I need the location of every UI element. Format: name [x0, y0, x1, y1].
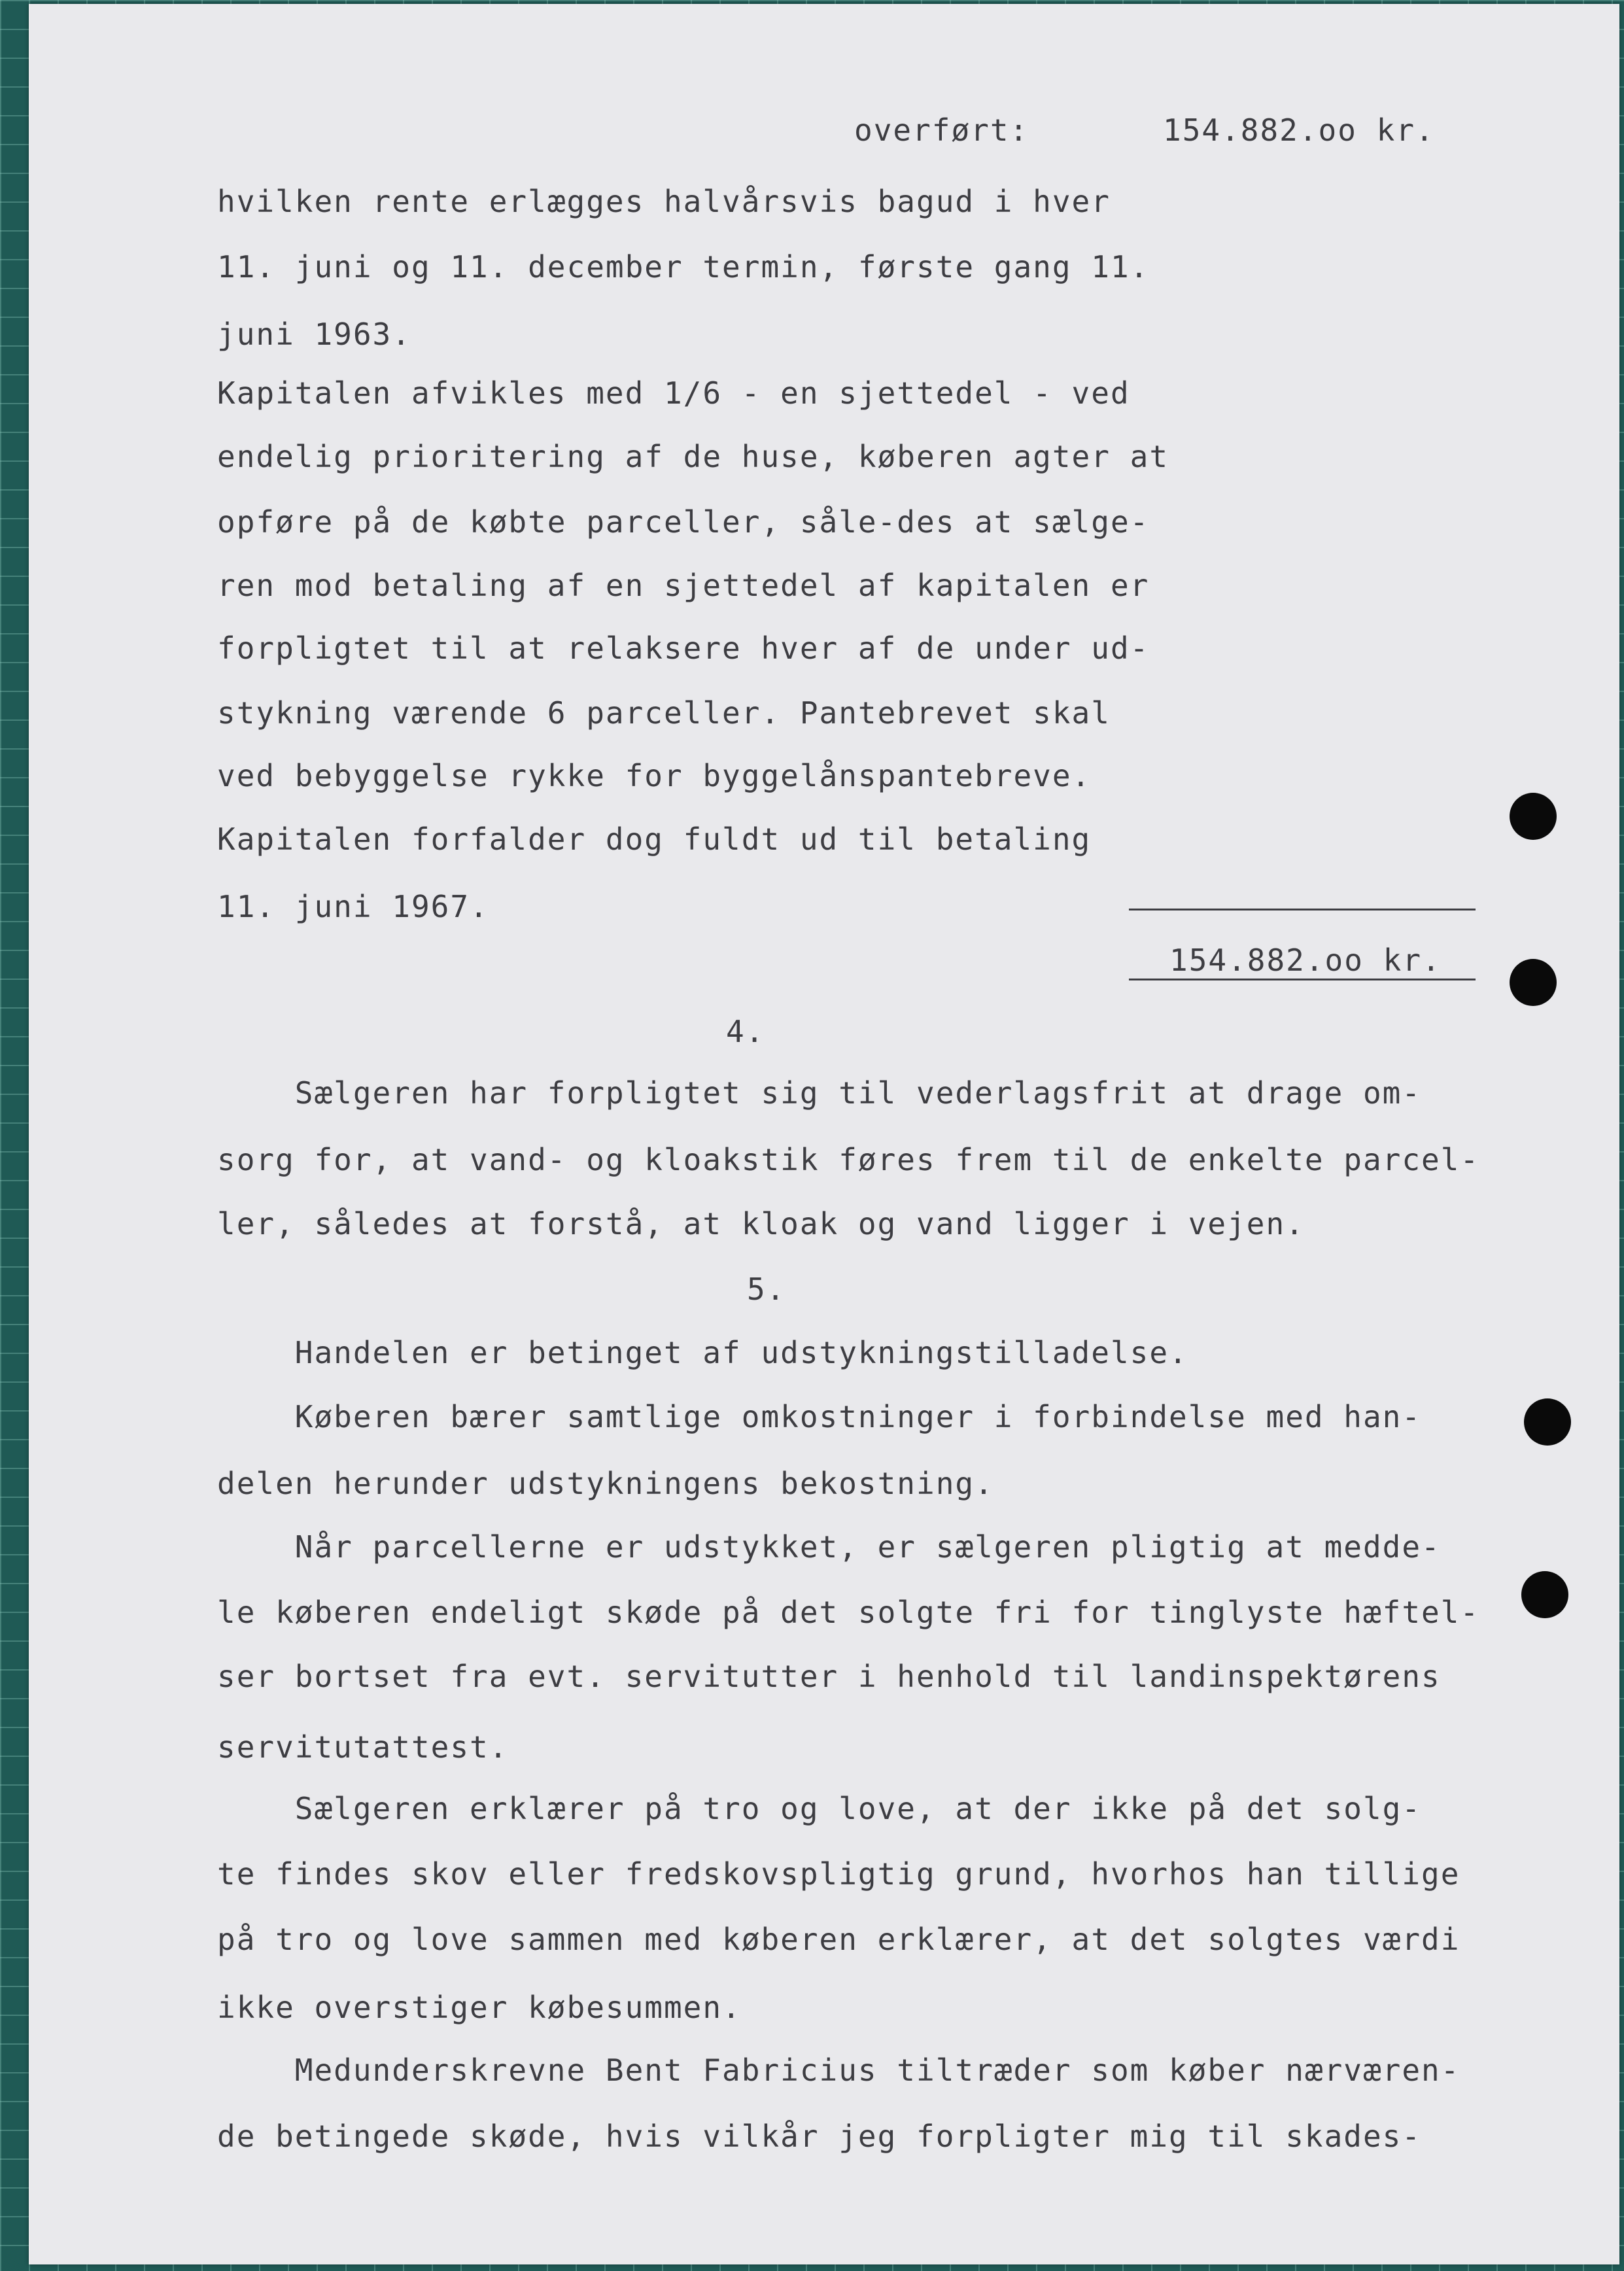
sum-rule [1129, 909, 1476, 910]
punch-hole [1510, 959, 1557, 1006]
body-line: stykning værende 6 parceller. Pantebrevet skal [217, 695, 1111, 731]
total-underline [1129, 979, 1476, 980]
section-5-line: delen herunder udstykningens bekostning. [217, 1466, 994, 1501]
carried-forward-amount: 154.882.oo kr. [1163, 113, 1435, 148]
section-5-line: de betingede skøde, hvis vilkår jeg forpligter mig til skades- [217, 2119, 1422, 2154]
section-5-line: Når parcellerne er udstykket, er sælgeren pligtig at medde- [217, 1529, 1441, 1565]
body-line: Kapitalen afvikles med 1/6 - en sjettedel - ved [217, 375, 1130, 411]
section-5-line: te findes skov eller fredskovspligtig grund, hvorhos han tillige [217, 1856, 1460, 1892]
section-5-line: Køberen bærer samtlige omkostninger i forbindelse med han- [217, 1399, 1422, 1434]
punch-hole [1521, 1571, 1568, 1618]
section-4-line: sorg for, at vand- og kloakstik føres frem til de enkelte parcel- [217, 1142, 1480, 1177]
section-5-line: Handelen er betinget af udstykningstilladelse. [217, 1335, 1188, 1370]
section-5-line: servitutattest. [217, 1729, 509, 1765]
body-line: juni 1963. [217, 317, 411, 352]
section-5-number: 5. [747, 1272, 786, 1307]
section-4-line: Sælgeren har forpligtet sig til vederlagsfrit at drage om- [217, 1075, 1422, 1111]
section-4-number: 4. [726, 1014, 765, 1049]
body-line: ren mod betaling af en sjettedel af kapitalen er [217, 568, 1150, 603]
body-line: ved bebyggelse rykke for byggelånspantebreve. [217, 758, 1092, 793]
punch-hole [1510, 793, 1557, 840]
document-page [29, 4, 1619, 2264]
body-line: Kapitalen forfalder dog fuldt ud til betaling [217, 822, 1092, 857]
carried-forward-label: overført: [854, 113, 1029, 148]
body-line: 11. juni og 11. december termin, første gang 11. [217, 249, 1150, 285]
section-4-line: ler, således at forstå, at kloak og vand ligger i vejen. [217, 1206, 1305, 1241]
section-5-line: le køberen endeligt skøde på det solgte fri for tinglyste hæftel- [217, 1595, 1480, 1630]
total-amount: 154.882.oo kr. [1169, 943, 1442, 978]
body-line: opføre på de købte parceller, såle-des at sælge- [217, 504, 1150, 540]
body-line: forpligtet til at relaksere hver af de under ud- [217, 631, 1150, 666]
punch-hole [1524, 1398, 1571, 1446]
section-5-line: ikke overstiger købesummen. [217, 1990, 742, 2025]
section-5-line: ser bortset fra evt. servitutter i henhold til landinspektørens [217, 1659, 1441, 1694]
body-line: hvilken rente erlægges halvårsvis bagud i hver [217, 184, 1111, 219]
body-line: 11. juni 1967. [217, 889, 489, 924]
section-5-line: Sælgeren erklærer på tro og love, at der ikke på det solg- [217, 1791, 1422, 1826]
section-5-line: på tro og love sammen med køberen erklærer, at det solgtes værdi [217, 1922, 1460, 1957]
section-5-line: Medunderskrevne Bent Fabricius tiltræder som køber nærværen- [217, 2053, 1460, 2088]
body-line: endelig prioritering af de huse, køberen agter at [217, 439, 1169, 474]
